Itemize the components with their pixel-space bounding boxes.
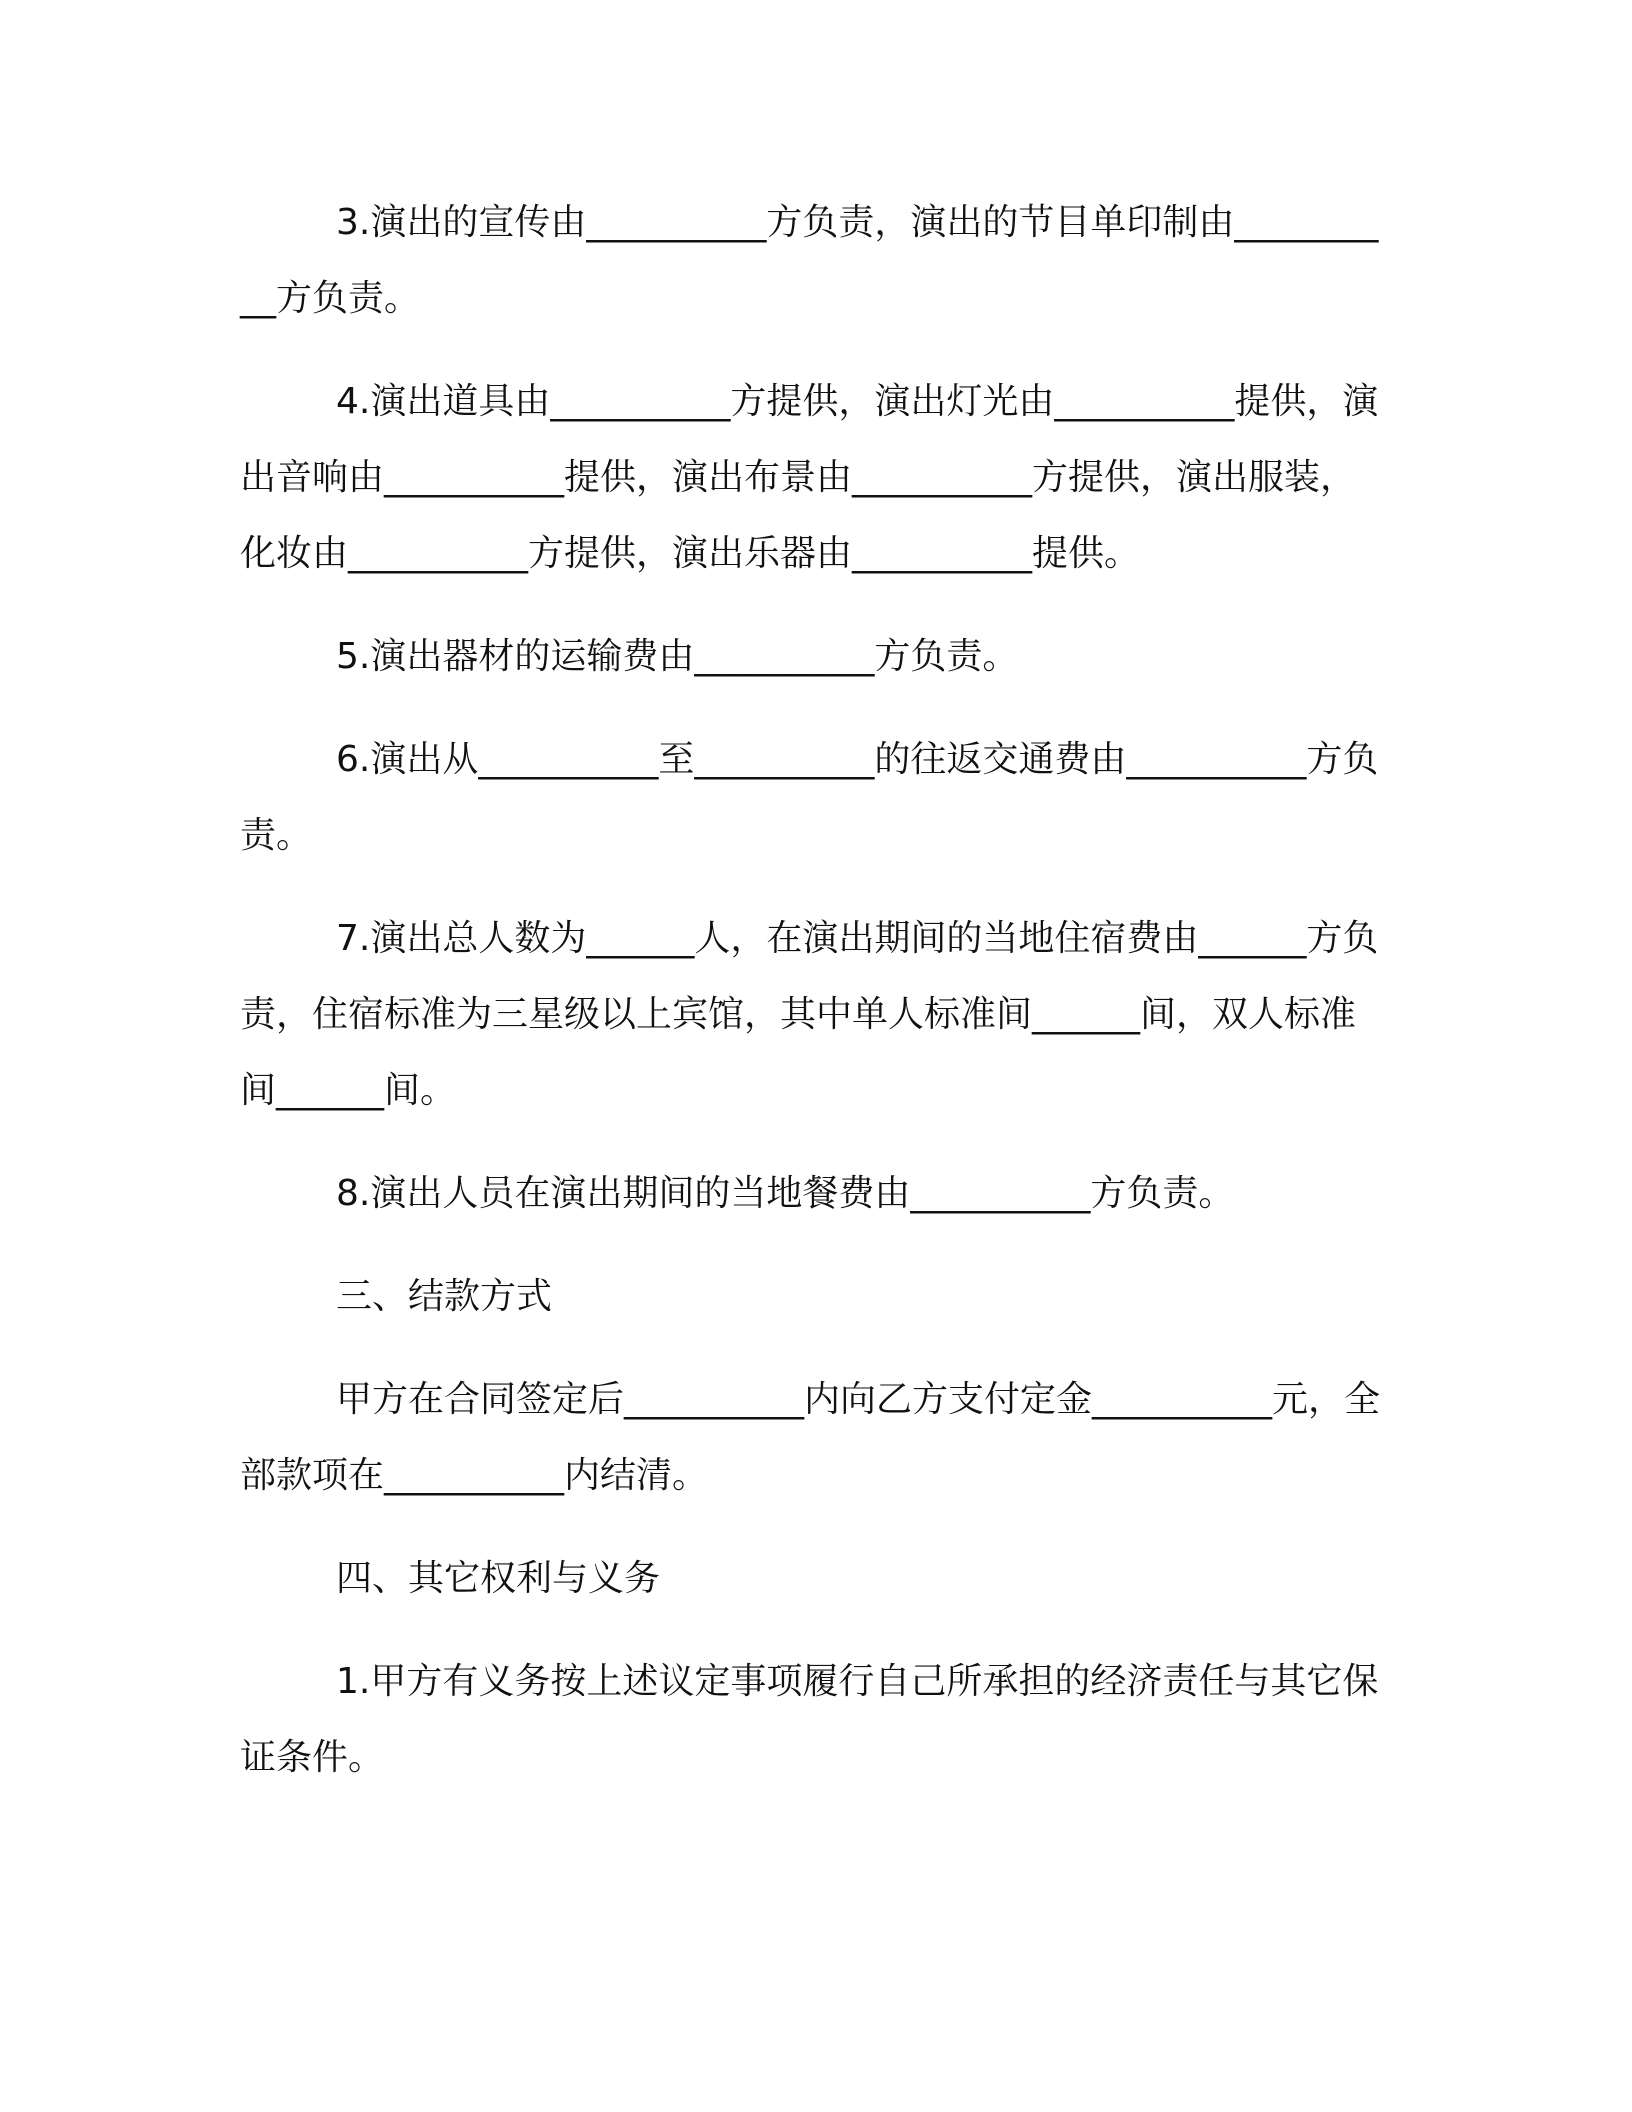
clause-3-publicity: 3.演出的宣传由__________方负责，演出的节目单印制由__________方负责。 xyxy=(240,202,1379,319)
section-heading-payment: 三、结款方式 xyxy=(336,1276,553,1317)
clause-5-transport: 5.演出器材的运输费由__________方负责。 xyxy=(336,636,1019,677)
clause-8-meals: 8.演出人员在演出期间的当地餐费由__________方负责。 xyxy=(336,1173,1235,1214)
clause-6-travel: 6.演出从__________至__________的往返交通费由__________方负责。 xyxy=(240,739,1379,856)
clause-4-equipment: 4.演出道具由__________方提供，演出灯光由__________提供，演出音响由__________提供，演出布景由__________方提供，演出服装，化妆由__________方提供，演出乐器由__________提供。 xyxy=(240,381,1379,574)
rights-clause-1: 1.甲方有义务按上述议定事项履行自己所承担的经济责任与其它保证条件。 xyxy=(240,1661,1379,1778)
section-heading-rights: 四、其它权利与义务 xyxy=(336,1558,661,1599)
clause-7-accommodation: 7.演出总人数为______人，在演出期间的当地住宿费由______方负责，住宿标准为三星级以上宾馆，其中单人标准间______间，双人标准间______间。 xyxy=(240,918,1379,1111)
payment-terms: 甲方在合同签定后__________内向乙方支付定金__________元，全部款项在__________内结清。 xyxy=(240,1379,1381,1496)
document-body xyxy=(240,185,1390,1823)
